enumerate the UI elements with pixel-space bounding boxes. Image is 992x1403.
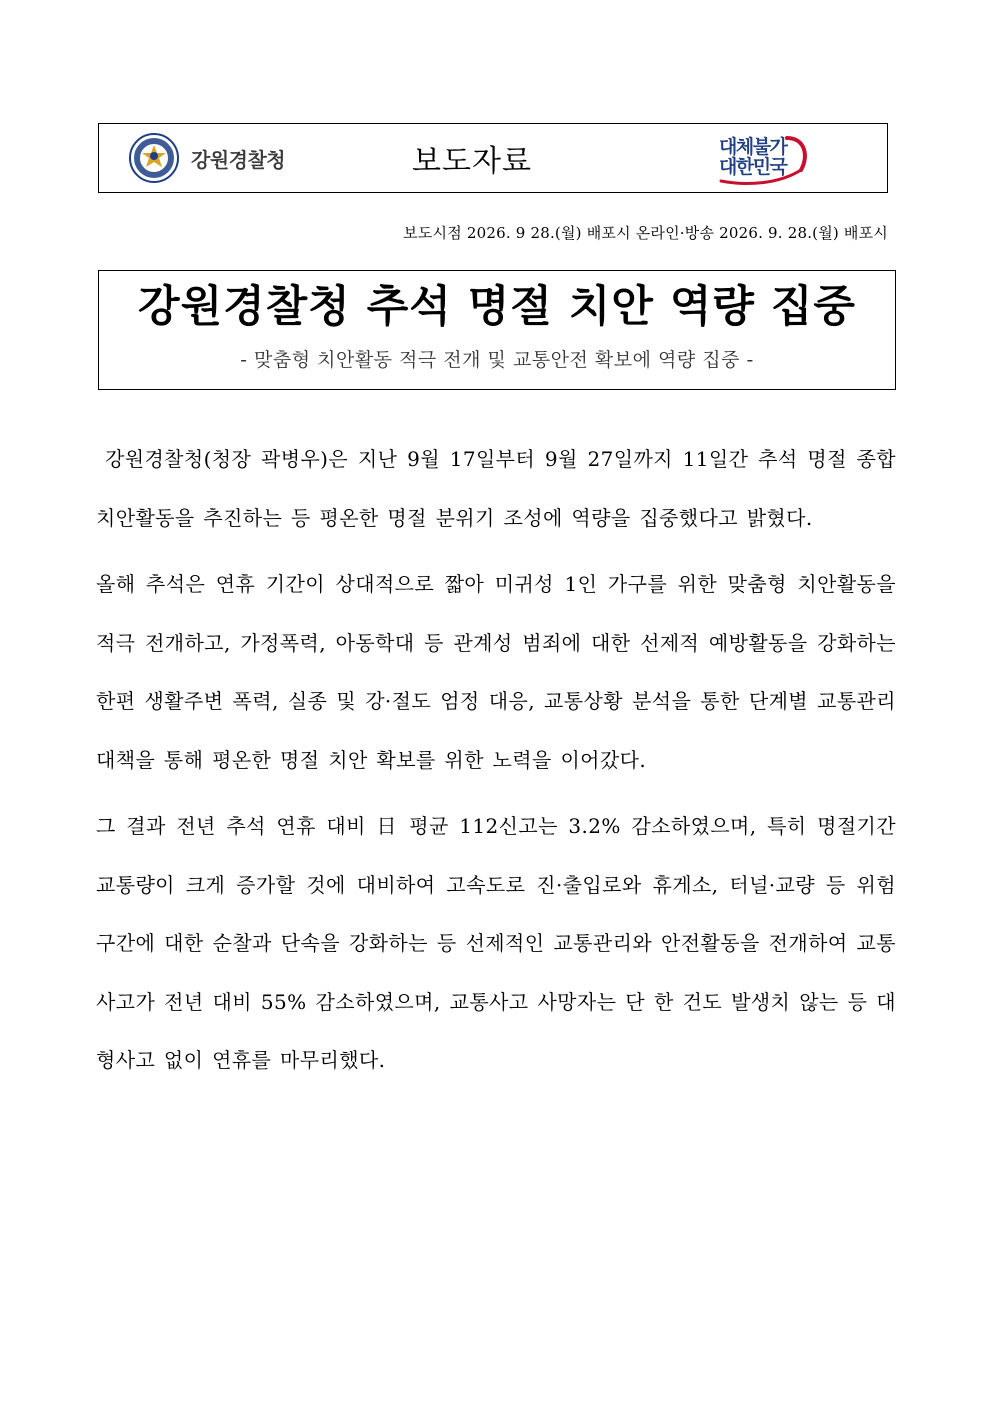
- slogan-line-2: 대한민국: [719, 156, 787, 178]
- body-text: [96, 430, 896, 1098]
- document-title: 강원경찰청 추석 명절 치안 역량 집중: [138, 282, 856, 332]
- slogan-line-1: 대체불가: [719, 136, 787, 158]
- paragraph-3: 그 결과 전년 추석 연휴 대비 日 평균 112신고는 3.2% 감소하였으며, 특히 명절기간 교통량이 크게 증가할 것에 대비하여 고속도로 진·출입로와 휴게소, 터널·교량 등 위험 구간에 대한 순찰과 단속을 강화하는 등 선제적인 교통관리와 안전활동을 전개하여 교통사고가 전년 대비 55% 감소하였으며, 교통사고 사망자는 단 한 건도 발생치 않는 등 대형사고 없이 연휴를 마무리했다.: [96, 814, 896, 1072]
- document-subtitle: - 맞춤형 치안활동 적극 전개 및 교통안전 확보에 역량 집중 -: [240, 349, 754, 371]
- police-emblem-icon: [129, 133, 179, 183]
- press-release-label: 보도자료: [412, 144, 532, 179]
- header-box: [98, 123, 888, 193]
- paragraph-2: 올해 추석은 연휴 기간이 상대적으로 짧아 미귀성 1인 가구를 위한 맞춤형 치안활동을 적극 전개하고, 가정폭력, 아동학대 등 관계성 범죄에 대한 선제적 예방활동을 강화하는 한편 생활주변 폭력, 실종 및 강·절도 엄정 대응, 교통상황 분석을 통한 단계별 교통관리 대책을 통해 평온한 명절 치안 확보를 위한 노력을 이어갔다.: [96, 572, 896, 772]
- paragraph-1: 강원경찰청(청장 곽병우)은 지난 9월 17일부터 9월 27일까지 11일간 추석 명절 종합치안활동을 추진하는 등 평온한 명절 분위기 조성에 역량을 집중했다고 밝혔다.: [96, 447, 896, 530]
- release-info: 보도시점 2026. 9 28.(월) 배포시 온라인·방송 2026. 9. 28.(월) 배포시: [403, 224, 888, 242]
- agency-name: 강원경찰청: [191, 148, 286, 172]
- title-box: [98, 270, 896, 390]
- slogan-logo: [717, 134, 817, 186]
